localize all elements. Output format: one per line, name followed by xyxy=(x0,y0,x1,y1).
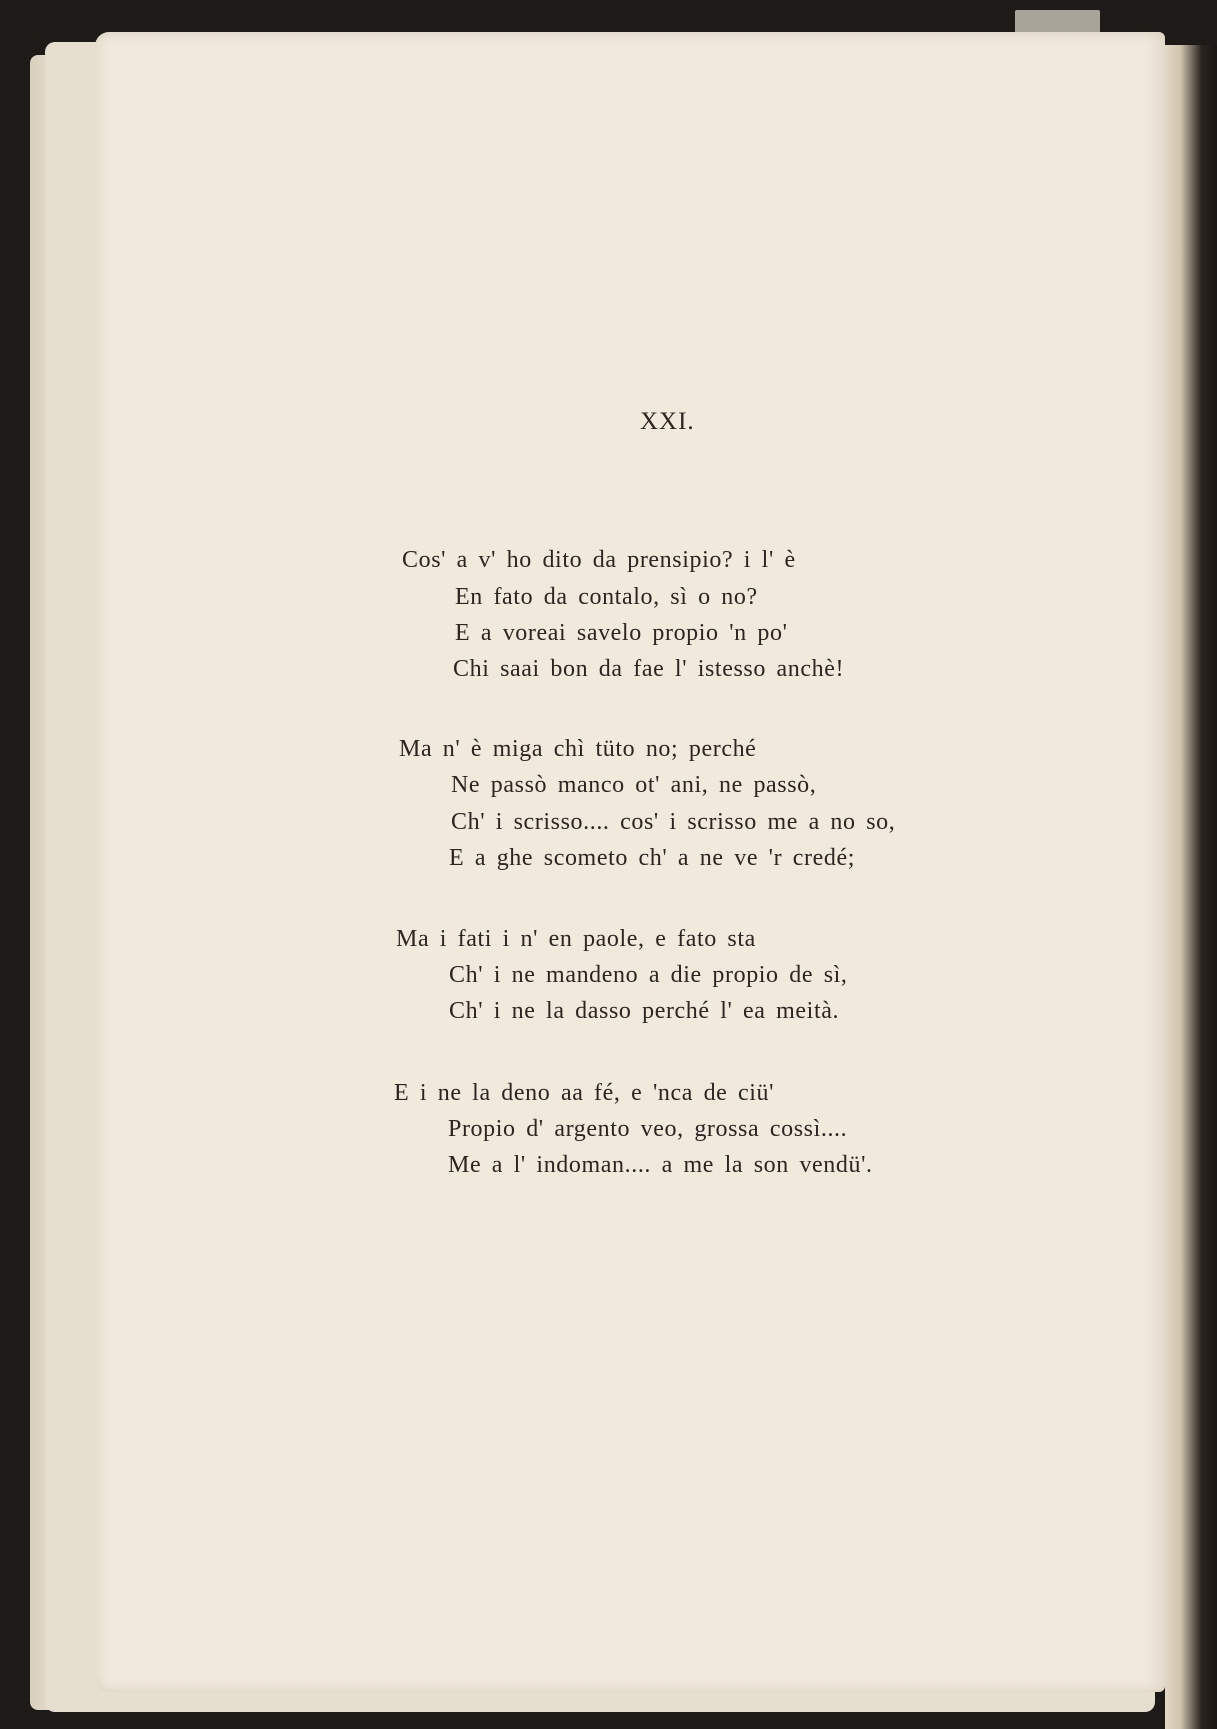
verse-line: Propio d' argento veo, grossa cossì.... xyxy=(448,1116,848,1142)
book-binding-edge xyxy=(1165,45,1217,1729)
verse-line: Cos' a v' ho dito da prensipio? i l' è xyxy=(402,547,796,573)
verse-line: Ma i fati i n' en paole, e fato sta xyxy=(396,926,756,952)
verse-line: Me a l' indoman.... a me la son vendü'. xyxy=(448,1152,873,1178)
verse-line: E a voreai savelo propio 'n po' xyxy=(455,620,788,646)
verse-line: Ma n' è miga chì tüto no; perché xyxy=(399,736,757,762)
verse-line: En fato da contalo, sì o no? xyxy=(455,584,758,610)
poem-title: XXI. xyxy=(640,408,695,435)
verse-line: Ch' i ne la dasso perché l' ea meità. xyxy=(449,998,840,1024)
verse-line: Ch' i ne mandeno a die propio de sì, xyxy=(449,962,848,988)
verse-line: Chi saai bon da fae l' istesso anchè! xyxy=(453,656,845,682)
verse-line: E i ne la deno aa fé, e 'nca de ciü' xyxy=(394,1080,775,1106)
verse-line: E a ghe scometo ch' a ne ve 'r credé; xyxy=(449,845,856,871)
verse-line: Ch' i scrisso.... cos' i scrisso me a no so, xyxy=(451,809,896,835)
verse-line: Ne passò manco ot' ani, ne passò, xyxy=(451,772,817,798)
